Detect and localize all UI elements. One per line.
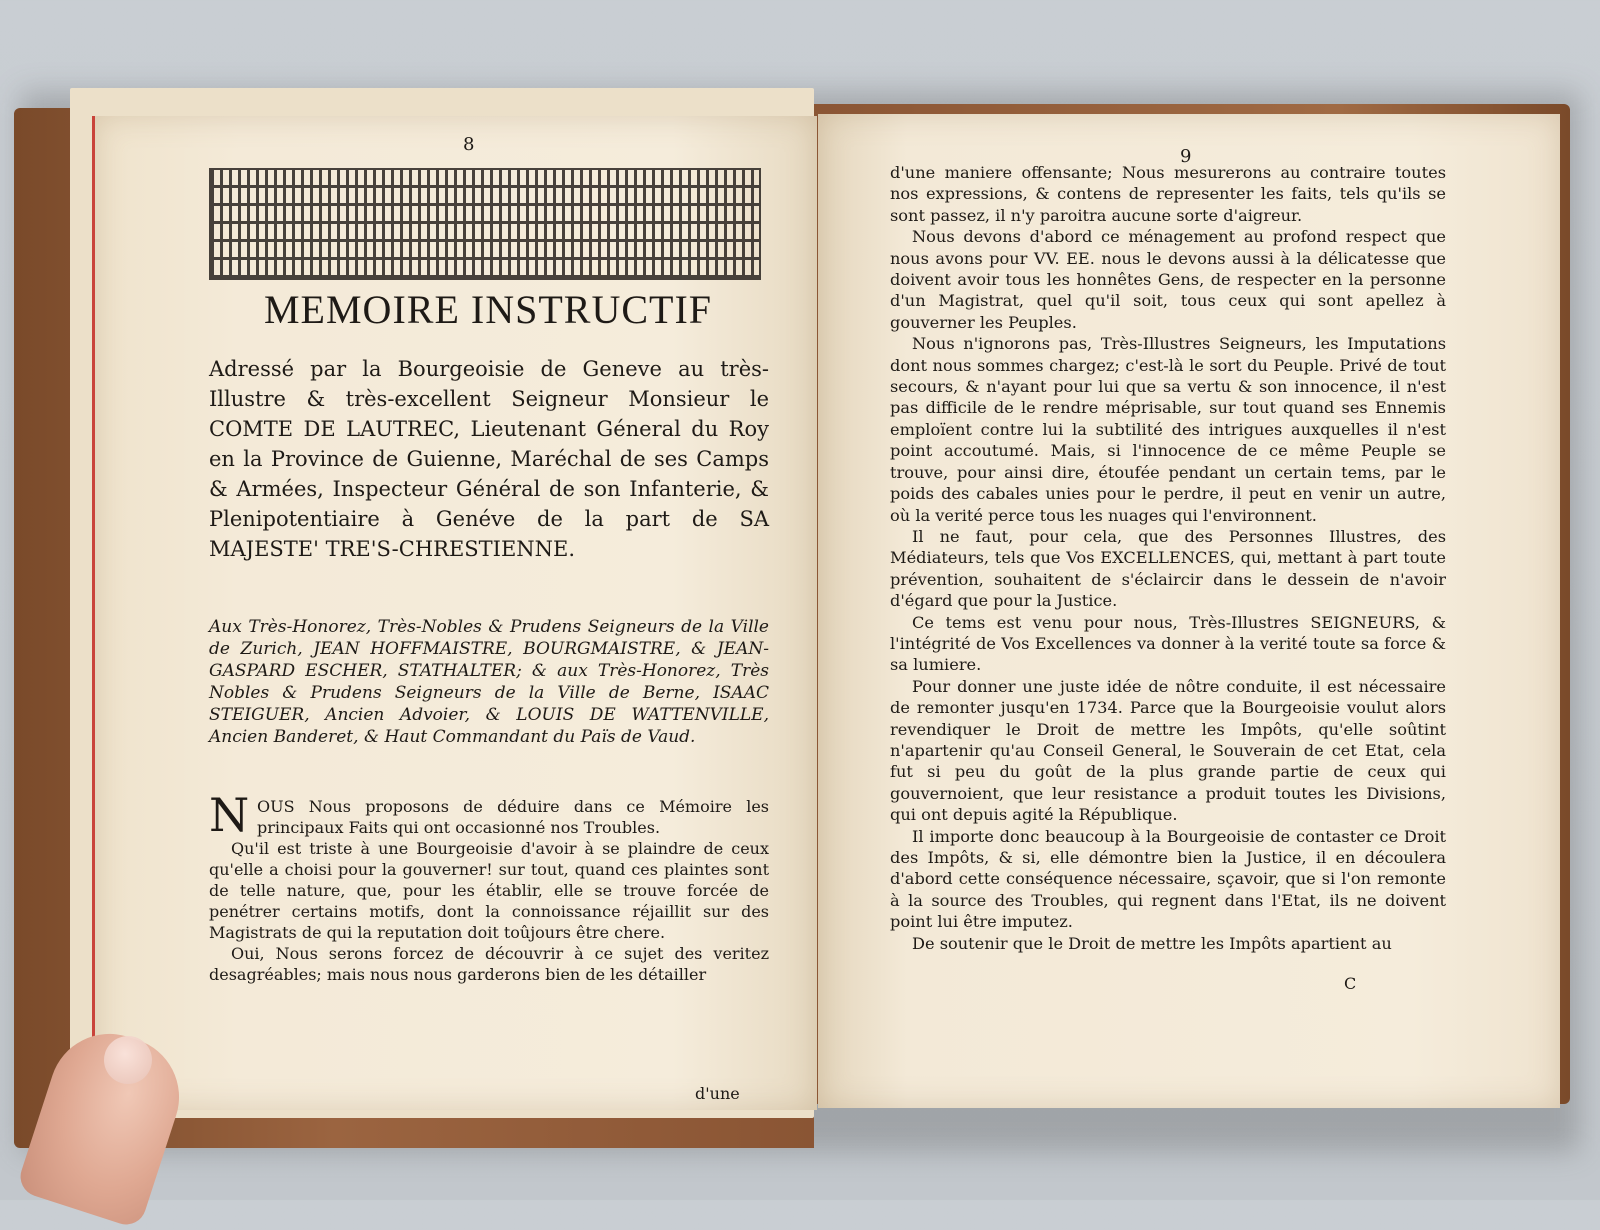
drop-cap: N [209, 788, 250, 842]
left-page [92, 116, 817, 1110]
document-subtitle: Adressé par la Bourgeoisie de Geneve au très-Illustre & très-excellent Seigneur Monsieur le COMTE DE LAUTREC, Lieutenant Géneral du Roy en la Province de Guienne, Maréchal de ses Camps & Armées, Inspecteur Général de son Infanterie, & Plenipotentiaire à Genéve de la part de SA MAJESTE' TRE'S-CHRESTIENNE. [209, 357, 769, 561]
right-page [818, 114, 1560, 1108]
intro-paragraph: OUS Nous proposons de déduire dans ce Mémoire les principaux Faits qui ont occasionné nos Troubles. [257, 797, 769, 837]
body-paragraph: Nous n'ignorons pas, Très-Illustres Seigneurs, les Imputations dont nous sommes chargez; c'est-là le sort du Peuple. Privé de tout secours, & n'ayant pour lui que sa vertu & son innocence, il n'est pas difficile de le rendre méprisable, sur tout quand ses Ennemis emploïent contre lui la subtilité des intrigues auxquelles il n'est point accoutumé. Mais, si l'innocence de ce même Peuple se trouve, pour ainsi dire, étoufée pendant un certain tems, par le poids des cabales unies pour le perdre, il peut en venir un autre, où la verité perce tous les nuages qui l'environnent. [890, 334, 1446, 525]
body-paragraph: Il importe donc beaucoup à la Bourgeoisie de contaster ce Droit des Impôts, & si, elle démontre bien la Justice, il en découlera d'abord cette conséquence nécessaire, sçavoir, que si l'on remonte à la source des Troubles, qui regnent dans l'Etat, ils ne doivent point lui être imputez. [890, 826, 1446, 932]
addressees-block: Aux Très-Honorez, Très-Nobles & Prudens Seigneurs de la Ville de Zurich, JEAN HOFFMAISTRE, BOURGMAISTRE, & JEAN-GASPARD ESCHER, STATHALTER; & aux Très-Honorez, Très Nobles & Prudens Seigneurs de la Ville de Berne, ISAAC STEIGUER, Ancien Advoier, & LOUIS DE WATTENVILLE, Ancien Banderet, & Haut Commandant du Païs de Vaud. [209, 617, 769, 747]
body-paragraph: Nous devons d'abord ce ménagement au profond respect que nous avons pour VV. EE. nous le devons aussi à la délicatesse que doivent avoir tous les honnêtes Gens, de respecter en la personne d'un Magistrat, quel qu'il soit, tous ceux qui sont apellez à gouverner les Peuples. [890, 227, 1446, 332]
catchword: d'une [695, 1084, 740, 1103]
body-paragraph: Ce tems est venu pour nous, Très-Illustres SEIGNEURS, & l'intégrité de Vos Excellences va donner à la verité toute sa force & sa lumiere. [890, 612, 1446, 675]
signature-mark: C [1344, 974, 1357, 993]
body-paragraph: De soutenir que le Droit de mettre les Impôts apartient au [912, 933, 1392, 953]
body-text [890, 162, 1446, 954]
page-number-right: 9 [1180, 146, 1192, 167]
decorative-headpiece [209, 168, 761, 280]
intro-paragraph: Qu'il est triste à une Bourgeoisie d'avoir à se plaindre de ceux qu'elle a choisi pour la gouverner! sur tout, quand ces plaintes sont de telle nature, que, pour les établir, elle se trouve forcée de penétrer certains motifs, dont la connoissance réjaillit sur des Magistrats de qui la reputation doit toûjours être chere. [209, 839, 769, 942]
body-paragraph: d'une maniere offensante; Nous mesurerons au contraire toutes nos expressions, & contens de representer les faits, tels qu'ils se sont passez, il n'y paroitra aucune sorte d'aigreur. [890, 163, 1446, 225]
document-title: MEMOIRE INSTRUCTIF [263, 287, 713, 332]
intro-text [209, 796, 769, 985]
body-paragraph: Pour donner une juste idée de nôtre conduite, il est nécessaire de remonter jusqu'en 1734. Parce que la Bourgeoisie voulut alors revendiquer le Droit de mettre les Impôts, qu'elle soûtint n'apartenir qu'au Conseil General, le Souverain de cet Etat, cela fut si peu du goût de la plus grande partie de ceux qui gouvernoient, que leur resistance a produit toutes les Divisions, qui ont depuis agité la République. [890, 676, 1446, 825]
page-number-left: 8 [463, 134, 475, 155]
intro-paragraph: Oui, Nous serons forcez de découvrir à ce sujet des veritez desagréables; mais nous nous garderons bien de les détailler [209, 944, 769, 984]
body-paragraph: Il ne faut, pour cela, que des Personnes Illustres, des Médiateurs, tels que Vos EXCELLENCES, qui, mettant à part toute prévention, souhaitent de s'éclaircir dans le dessein de n'avoir d'égard que pour la Justice. [890, 526, 1446, 611]
